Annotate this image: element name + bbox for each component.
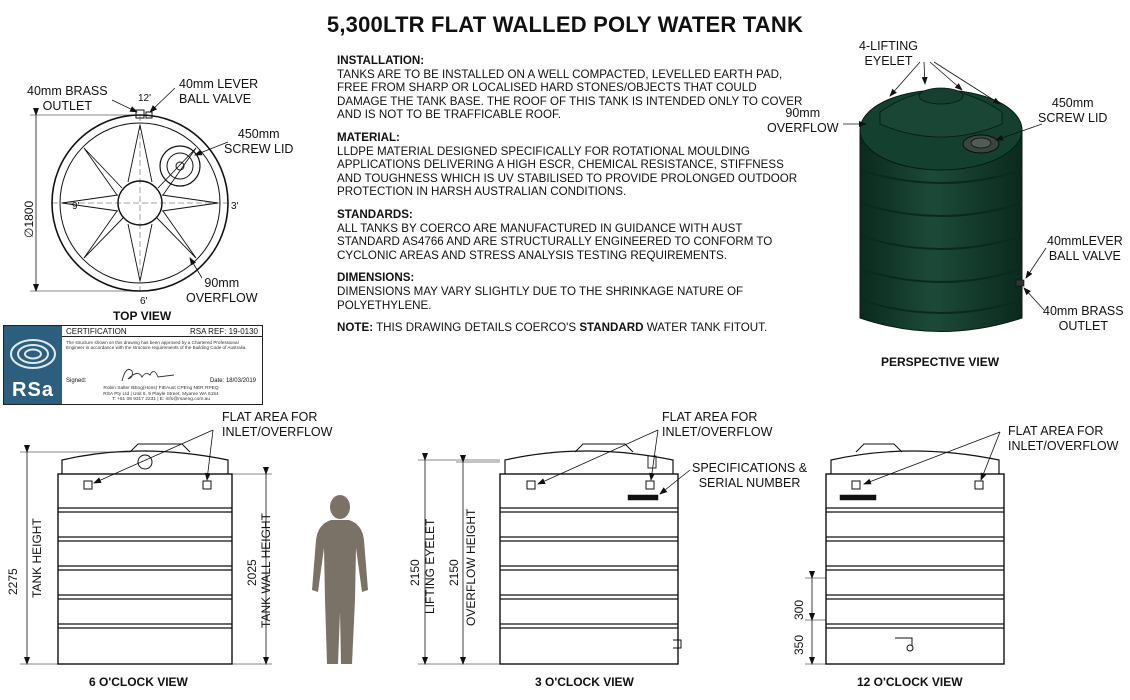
- twelve-dim-300: 300: [792, 599, 806, 620]
- three-lifting-value: 2150: [408, 559, 422, 586]
- installation-text: TANKS ARE TO BE INSTALLED ON A WELL COMPACTED, LEVELLED EARTH PAD, FREE FROM SHARP OR LOCALISED HARD STONES/OBJECTS THAT COULD DAMAGE THE TANK BASE. THE ROOF OF THIS TANK IS INTENDED ONLY TO COVER AND IS NOT TO BE TRAFFICABLE ROOF.: [337, 67, 803, 122]
- twelve-oclock-view-drawing: [805, 432, 1004, 664]
- persp-overflow-label: 90mm OVERFLOW: [767, 106, 839, 135]
- clock-9-marker: 9': [72, 201, 80, 212]
- three-specs-label: SPECIFICATIONS & SERIAL NUMBER: [692, 461, 808, 490]
- standards-section: [337, 208, 807, 262]
- top-brass-outlet-label: 40mm BRASS OUTLET: [27, 84, 108, 113]
- installation-heading: INSTALLATION:: [337, 54, 425, 67]
- three-oclock-view-drawing: [418, 430, 690, 664]
- three-oclock-view-label: 3 O'CLOCK VIEW: [535, 675, 634, 689]
- persp-lifting-eyelet-label: 4-LIFTING EYELET: [859, 39, 919, 68]
- three-overflow-value: 2150: [447, 559, 461, 586]
- standards-heading: STANDARDS:: [337, 207, 413, 221]
- dimensions-text: DIMENSIONS MAY VARY SLIGHTLY DUE TO THE SHRINKAGE NATURE OF POLYETHYLENE.: [337, 284, 744, 312]
- engineer-name: Robin Salter BEng(Hons) FIEAust CPEng NER RPEQ: [103, 386, 219, 391]
- material-heading: MATERIAL:: [337, 130, 400, 144]
- human-scale-figure: [312, 495, 368, 664]
- six-tank-height-label: TANK HEIGHT: [30, 518, 44, 598]
- dimensions-heading: DIMENSIONS:: [337, 271, 415, 285]
- note-label: NOTE:: [337, 321, 374, 335]
- note-text-2: WATER TANK FITOUT.: [646, 321, 768, 335]
- top-screw-lid-label: 450mm SCREW LID: [224, 127, 294, 156]
- rsa-logo: [4, 326, 62, 404]
- top-lever-valve-label: 40mm LEVER BALL VALVE: [179, 77, 259, 106]
- certification-header: CERTIFICATION: [66, 327, 127, 336]
- clock-12-marker: 12': [138, 93, 152, 104]
- persp-lever-valve-label: 40mmLEVER BALL VALVE: [1047, 234, 1123, 263]
- certification-date: Date: 18/03/2019: [209, 378, 256, 384]
- persp-brass-outlet-label: 40mm BRASS OUTLET: [1043, 304, 1124, 333]
- six-oclock-view-label: 6 O'CLOCK VIEW: [89, 675, 188, 689]
- six-tank-height-value: 2275: [6, 568, 20, 595]
- certification-block: [3, 325, 263, 405]
- twelve-oclock-view-label: 12 O'CLOCK VIEW: [857, 675, 963, 689]
- rsa-swirl-icon: [4, 328, 62, 384]
- standards-text: ALL TANKS BY COERCO ARE MANUFACTURED IN GUIDANCE WITH AUST STANDARD AS4766 AND ARE STRUCTURALLY ENGINEERED TO CONFORM TO CYCLONIC AREAS AND STRESS ANALYSIS TESTING REQUIREMENTS.: [337, 221, 773, 262]
- clock-6-marker: 6': [140, 296, 148, 307]
- note-line: [337, 321, 807, 335]
- top-view-drawing: [30, 88, 228, 291]
- persp-screw-lid-label: 450mm SCREW LID: [1038, 96, 1108, 125]
- six-oclock-view-drawing: [20, 430, 272, 664]
- twelve-dim-350: 350: [792, 634, 806, 655]
- top-view-label: TOP VIEW: [113, 309, 172, 323]
- dimensions-section: [337, 271, 807, 312]
- certification-engineer: [66, 386, 256, 403]
- perspective-view-label: PERSPECTIVE VIEW: [881, 355, 1000, 369]
- three-lifting-label: LIFTING EYELET: [423, 518, 437, 614]
- rsa-logo-text: RSa: [12, 379, 54, 401]
- note-bold: STANDARD: [579, 321, 644, 335]
- drawing-title: 5,300LTR FLAT WALLED POLY WATER TANK: [326, 12, 804, 37]
- material-section: [337, 131, 807, 199]
- top-overflow-label: 90mm OVERFLOW: [186, 276, 258, 305]
- perspective-view-drawing: [843, 62, 1046, 332]
- company-address: RSA Pty Ltd | Unit 6, 9 Playle Street, Myaree WA 6154: [103, 391, 219, 397]
- twelve-flat-area-label: FLAT AREA FOR INLET/OVERFLOW: [1008, 424, 1119, 453]
- six-wall-height-value: 2025: [245, 559, 259, 586]
- three-flat-area-label: FLAT AREA FOR INLET/OVERFLOW: [662, 410, 773, 439]
- note-text-1: THIS DRAWING DETAILS COERCO'S: [376, 321, 577, 335]
- certification-signed-label: Signed:: [66, 378, 87, 384]
- certification-ref: RSA REF: 19-0130: [189, 327, 258, 336]
- clock-3-marker: 3': [231, 201, 239, 212]
- three-overflow-label: OVERFLOW HEIGHT: [464, 508, 478, 626]
- top-diameter-dimension: ∅1800: [22, 200, 36, 238]
- six-wall-height-label: TANK WALL HEIGHT: [259, 513, 273, 628]
- material-text: LLDPE MATERIAL DESIGNED SPECIFICALLY FOR ROTATIONAL MOULDING APPLICATIONS DELIVERING A HIGH ESCR, CHEMICAL RESISTANCE, STIFFNESS AND TOUGHNESS WHICH IS UV STABILISED TO PROVIDE PROLONGED OUTDOOR PROTECTION IN HARSH AUSTRALIAN CONDITIONS.: [337, 144, 798, 199]
- company-contact: T: +61 08 9317 2231 | E: info@rsaeng.com.au: [112, 397, 210, 403]
- signature-icon: [118, 363, 178, 385]
- six-flat-area-label: FLAT AREA FOR INLET/OVERFLOW: [222, 410, 333, 439]
- installation-section: [337, 54, 807, 122]
- certification-divider: [62, 336, 262, 337]
- certification-statement: The structure shown on this drawing has been approved by a Chartered Professional Engineer in accordance with the structure requirements of the Building Code of Australia.: [66, 340, 247, 351]
- notes-block: [337, 54, 807, 344]
